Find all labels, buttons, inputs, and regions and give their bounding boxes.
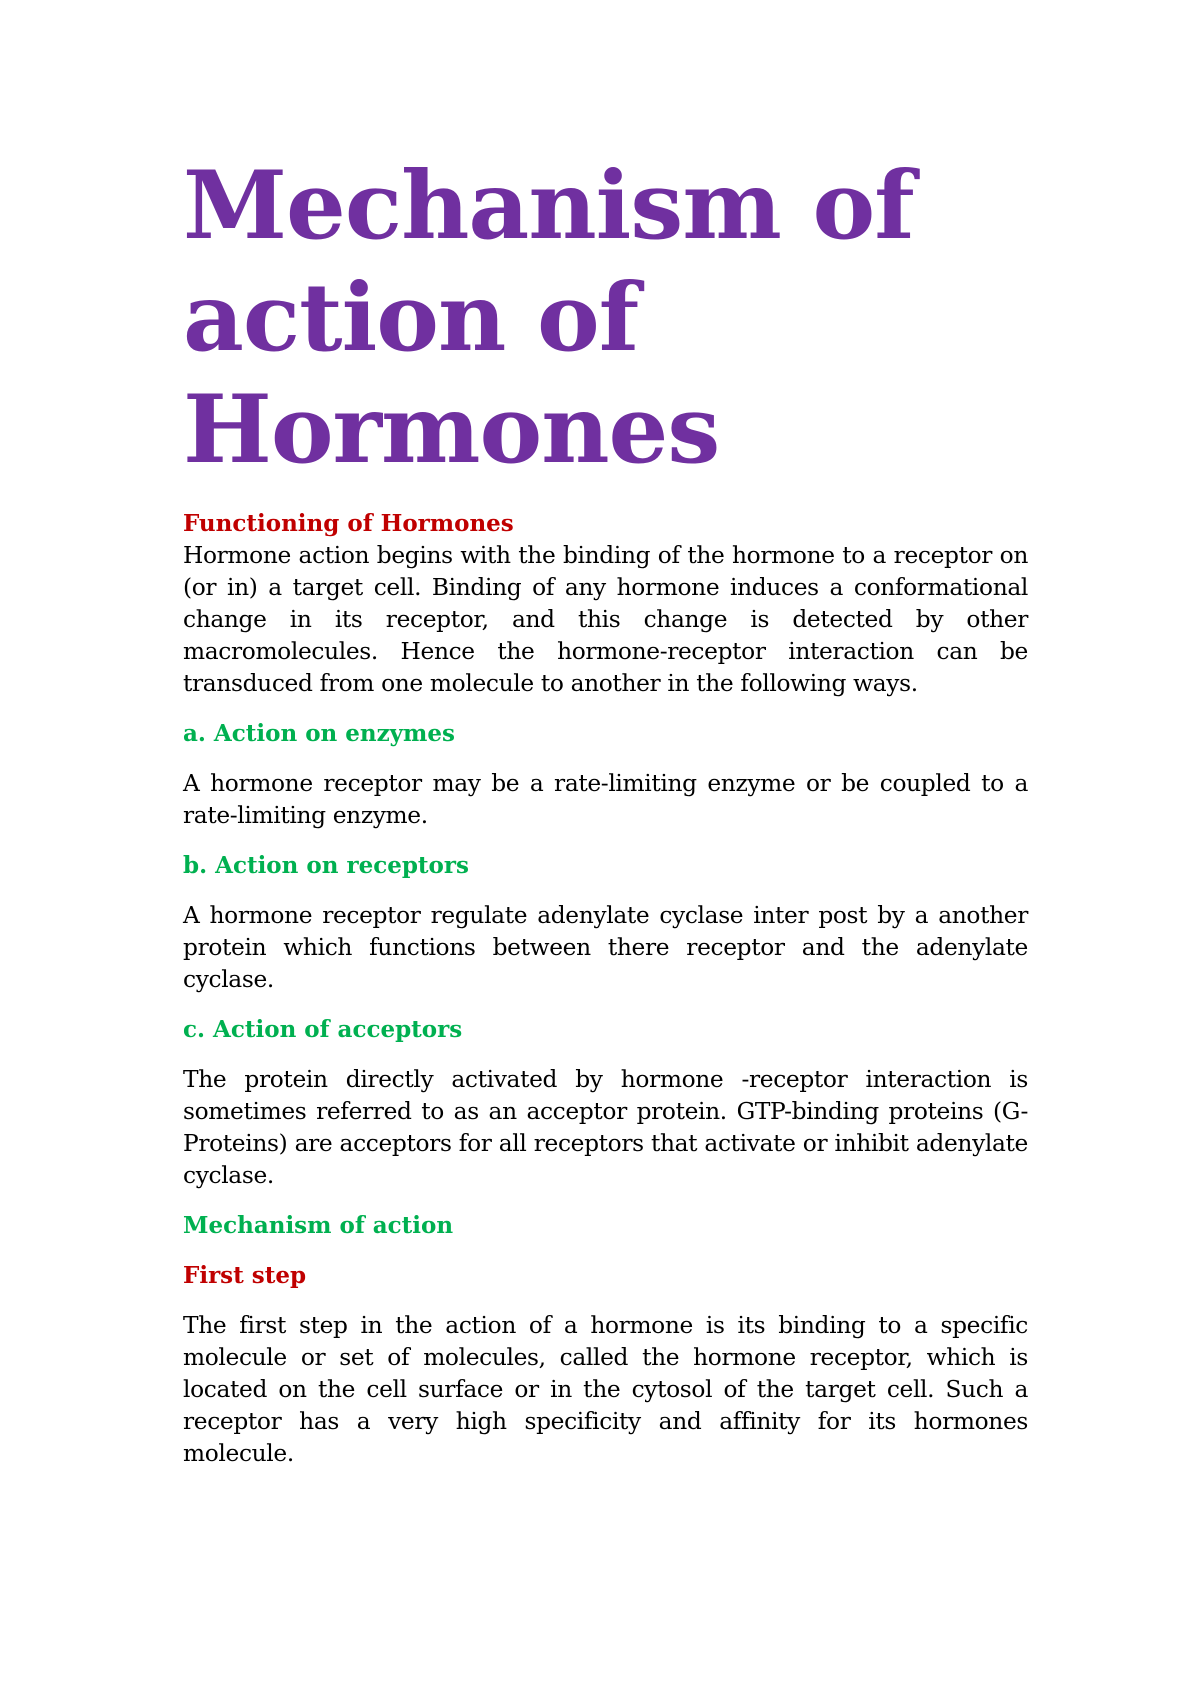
title-line-2: action of (183, 263, 639, 373)
document-title (183, 150, 1028, 486)
first-step-paragraph: The first step in the action of a hormone is its binding to a specific molecule or set of molecules, called the hormone receptor, which is located on the cell surface or in the cytosol of the target cell. Such a receptor has a very high specificity and affinity for its hormones molecule. (183, 1312, 1028, 1467)
functioning-paragraph: Hormone action begins with the binding of the hormone to a receptor on (or in) a target cell. Binding of any hormone induces a conformational change in its receptor, and this change is detected by other macromolecules. Hence the hormone-receptor interaction can be transduced from one molecule to another in the following ways. (183, 542, 1028, 697)
title-line-1: Mechanism of (183, 151, 914, 261)
receptors-paragraph: A hormone receptor regulate adenylate cyclase inter post by a another protein which functions between there receptor and the adenylate cyclase. (183, 902, 1028, 993)
receptors-heading: b. Action on receptors (183, 852, 469, 879)
title-line-3: Hormones (183, 375, 720, 485)
first-step-heading: First step (183, 1262, 307, 1289)
enzymes-heading: a. Action on enzymes (183, 720, 455, 747)
mechanism-heading: Mechanism of action (183, 1212, 454, 1239)
functioning-heading: Functioning of Hormones (183, 510, 514, 537)
acceptors-paragraph: The protein directly activated by hormone -receptor interaction is sometimes referred to as an acceptor protein. GTP-binding proteins (G-Proteins) are acceptors for all receptors that activate or inhibit adenylate cyclase. (183, 1066, 1028, 1189)
acceptors-heading: c. Action of acceptors (183, 1016, 463, 1043)
enzymes-paragraph: A hormone receptor may be a rate-limiting enzyme or be coupled to a rate-limiting enzyme. (183, 770, 1028, 829)
document-page (183, 150, 1028, 1470)
